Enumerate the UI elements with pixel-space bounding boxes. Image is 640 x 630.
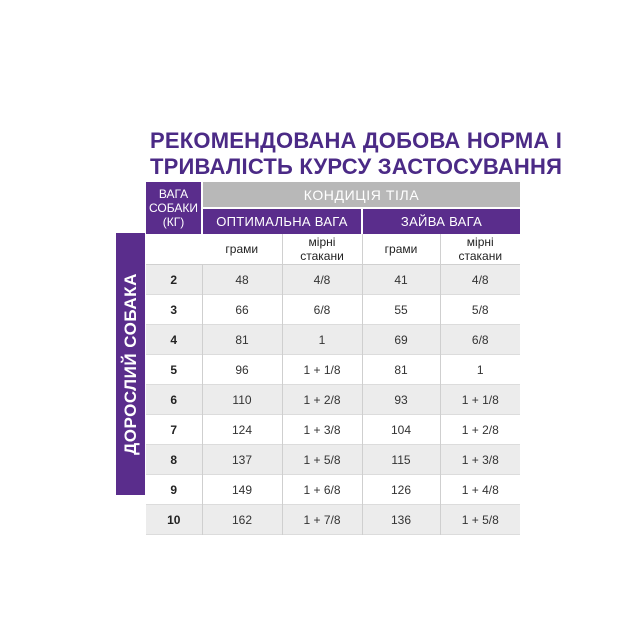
optimal-grams-cell: 149 [202, 475, 282, 505]
weight-header-line: (КГ) [162, 215, 185, 229]
overweight-grams-cell: 136 [362, 505, 440, 535]
overweight-cups-cell: 4/8 [440, 265, 520, 295]
overweight-grams-cell: 115 [362, 445, 440, 475]
optimal-cups-cell: 1 + 6/8 [282, 475, 362, 505]
table-row [146, 415, 520, 445]
overweight-header: ЗАЙВА ВАГА [362, 208, 520, 234]
overweight-grams-cell: 104 [362, 415, 440, 445]
table-row [146, 355, 520, 385]
unit-cups-line: стакани [300, 249, 344, 263]
unit-cups-line: стакани [458, 249, 503, 263]
weight-cell: 9 [146, 475, 202, 505]
optimal-grams-cell: 96 [202, 355, 282, 385]
weight-cell: 7 [146, 415, 202, 445]
weight-cell: 10 [146, 505, 202, 535]
table-row [146, 295, 520, 325]
overweight-grams-cell: 126 [362, 475, 440, 505]
optimal-grams-cell: 48 [202, 265, 282, 295]
feeding-table [146, 182, 520, 535]
table-row [146, 505, 520, 535]
optimal-grams-cell: 137 [202, 445, 282, 475]
optimal-cups-cell: 1 + 5/8 [282, 445, 362, 475]
units-row [146, 234, 520, 265]
weight-header-line: СОБАКИ [149, 201, 198, 215]
weight-cell: 5 [146, 355, 202, 385]
body-condition-header: КОНДИЦІЯ ТІЛА [202, 182, 520, 208]
overweight-grams-cell: 93 [362, 385, 440, 415]
overweight-cups-cell: 1 + 1/8 [440, 385, 520, 415]
weight-cell: 4 [146, 325, 202, 355]
table-row [146, 445, 520, 475]
table-row [146, 325, 520, 355]
optimal-cups-cell: 1 [282, 325, 362, 355]
overweight-cups-cell: 1 + 2/8 [440, 415, 520, 445]
weight-cell: 8 [146, 445, 202, 475]
side-label-bar [116, 233, 145, 495]
optimal-cups-cell: 4/8 [282, 265, 362, 295]
optimal-grams-cell: 124 [202, 415, 282, 445]
unit-cups-line: мірні [466, 235, 494, 249]
overweight-cups-cell: 1 + 3/8 [440, 445, 520, 475]
units-blank-cell [146, 234, 202, 265]
weight-cell: 6 [146, 385, 202, 415]
optimal-cups-cell: 1 + 3/8 [282, 415, 362, 445]
title-line-1: РЕКОМЕНДОВАНА ДОБОВА НОРМА І [150, 128, 563, 153]
overweight-cups-cell: 1 + 5/8 [440, 505, 520, 535]
optimal-grams-cell: 66 [202, 295, 282, 325]
weight-header-line: ВАГА [158, 187, 189, 201]
overweight-grams-cell: 81 [362, 355, 440, 385]
table-row [146, 265, 520, 295]
unit-cups-line: мірні [308, 235, 336, 249]
overweight-cups-cell: 5/8 [440, 295, 520, 325]
title-line-2: ТРИВАЛІСТЬ КУРСУ ЗАСТОСУВАННЯ [150, 154, 563, 179]
table-row [146, 475, 520, 505]
overweight-cups-cell: 1 + 4/8 [440, 475, 520, 505]
optimal-grams-cell: 81 [202, 325, 282, 355]
weight-cell: 3 [146, 295, 202, 325]
overweight-grams-cell: 55 [362, 295, 440, 325]
side-label: ДОРОСЛИЙ СОБАКА [120, 273, 140, 455]
optimal-grams-cell: 162 [202, 505, 282, 535]
unit-cups-overweight [440, 234, 520, 265]
optimal-cups-cell: 1 + 1/8 [282, 355, 362, 385]
optimal-weight-header: ОПТИМАЛЬНА ВАГА [202, 208, 362, 234]
overweight-cups-cell: 1 [440, 355, 520, 385]
page-title [150, 128, 570, 180]
table-row [146, 385, 520, 415]
overweight-grams-cell: 69 [362, 325, 440, 355]
weight-cell: 2 [146, 265, 202, 295]
overweight-cups-cell: 6/8 [440, 325, 520, 355]
unit-grams-overweight: грами [362, 234, 440, 265]
optimal-cups-cell: 1 + 7/8 [282, 505, 362, 535]
unit-cups-optimal [282, 234, 362, 265]
unit-grams-optimal: грами [202, 234, 282, 265]
weight-column-header [146, 182, 202, 234]
optimal-grams-cell: 110 [202, 385, 282, 415]
optimal-cups-cell: 6/8 [282, 295, 362, 325]
optimal-cups-cell: 1 + 2/8 [282, 385, 362, 415]
overweight-grams-cell: 41 [362, 265, 440, 295]
